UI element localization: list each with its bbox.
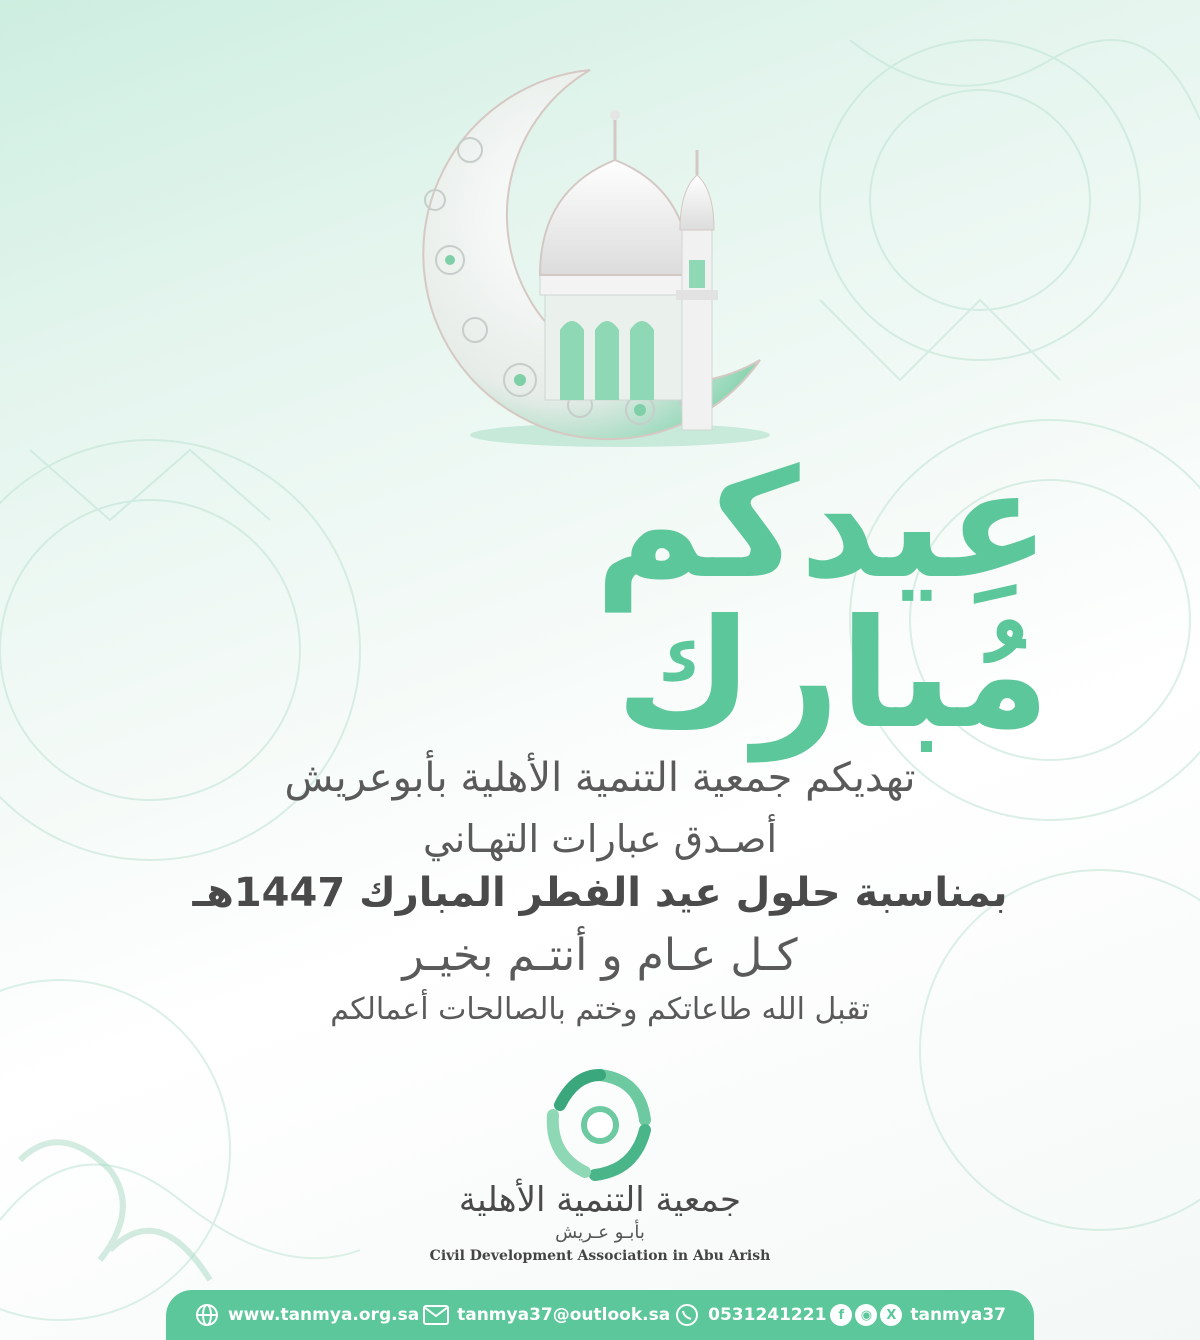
- organization-logo-icon: [535, 1060, 665, 1190]
- crescent-mosque-illustration: [390, 60, 810, 460]
- facebook-icon[interactable]: f: [830, 1304, 852, 1326]
- website-link[interactable]: www.tanmya.org.sa: [227, 1305, 420, 1325]
- snapchat-icon[interactable]: ◉: [855, 1304, 877, 1326]
- globe-icon: [194, 1302, 220, 1328]
- greeting-line-2: أصـدق عبارات التهـاني: [422, 817, 778, 861]
- phone-number[interactable]: 0531241221: [708, 1305, 827, 1325]
- greeting-line-1: تهديكم جمعية التنمية الأهلية بأبوعريش: [284, 755, 916, 801]
- x-icon[interactable]: X: [880, 1304, 902, 1326]
- whatsapp-icon: [674, 1302, 700, 1328]
- social-handle[interactable]: tanmya37: [910, 1305, 1006, 1325]
- contact-footer: [166, 1290, 1034, 1340]
- social-item[interactable]: [830, 1304, 1006, 1326]
- greeting-line-5: تقبل الله طاعاتكم وختم بالصالحات أعمالكم: [330, 992, 870, 1027]
- email-link[interactable]: tanmya37@outlook.sa: [457, 1305, 671, 1325]
- organization-name-en: Civil Development Association in Abu Arish: [429, 1248, 771, 1264]
- website-item[interactable]: [194, 1302, 419, 1328]
- greeting-line-3: بمناسبة حلول عيد الفطر المبارك 1447هـ: [192, 870, 1008, 916]
- eid-title-container: [150, 438, 1050, 762]
- phone-item[interactable]: [674, 1302, 826, 1328]
- envelope-icon: [423, 1302, 449, 1328]
- social-icons: [830, 1304, 902, 1326]
- email-item[interactable]: [423, 1302, 670, 1328]
- eid-greeting-title: عِيدكم مُبارك: [594, 438, 1050, 762]
- organization-name-ar: جمعية التنمية الأهلية: [458, 1180, 742, 1220]
- greeting-line-4: كـل عـام و أنتـم بخيـر: [402, 930, 798, 981]
- organization-subtitle-ar: بأبـو عـريش: [555, 1222, 645, 1243]
